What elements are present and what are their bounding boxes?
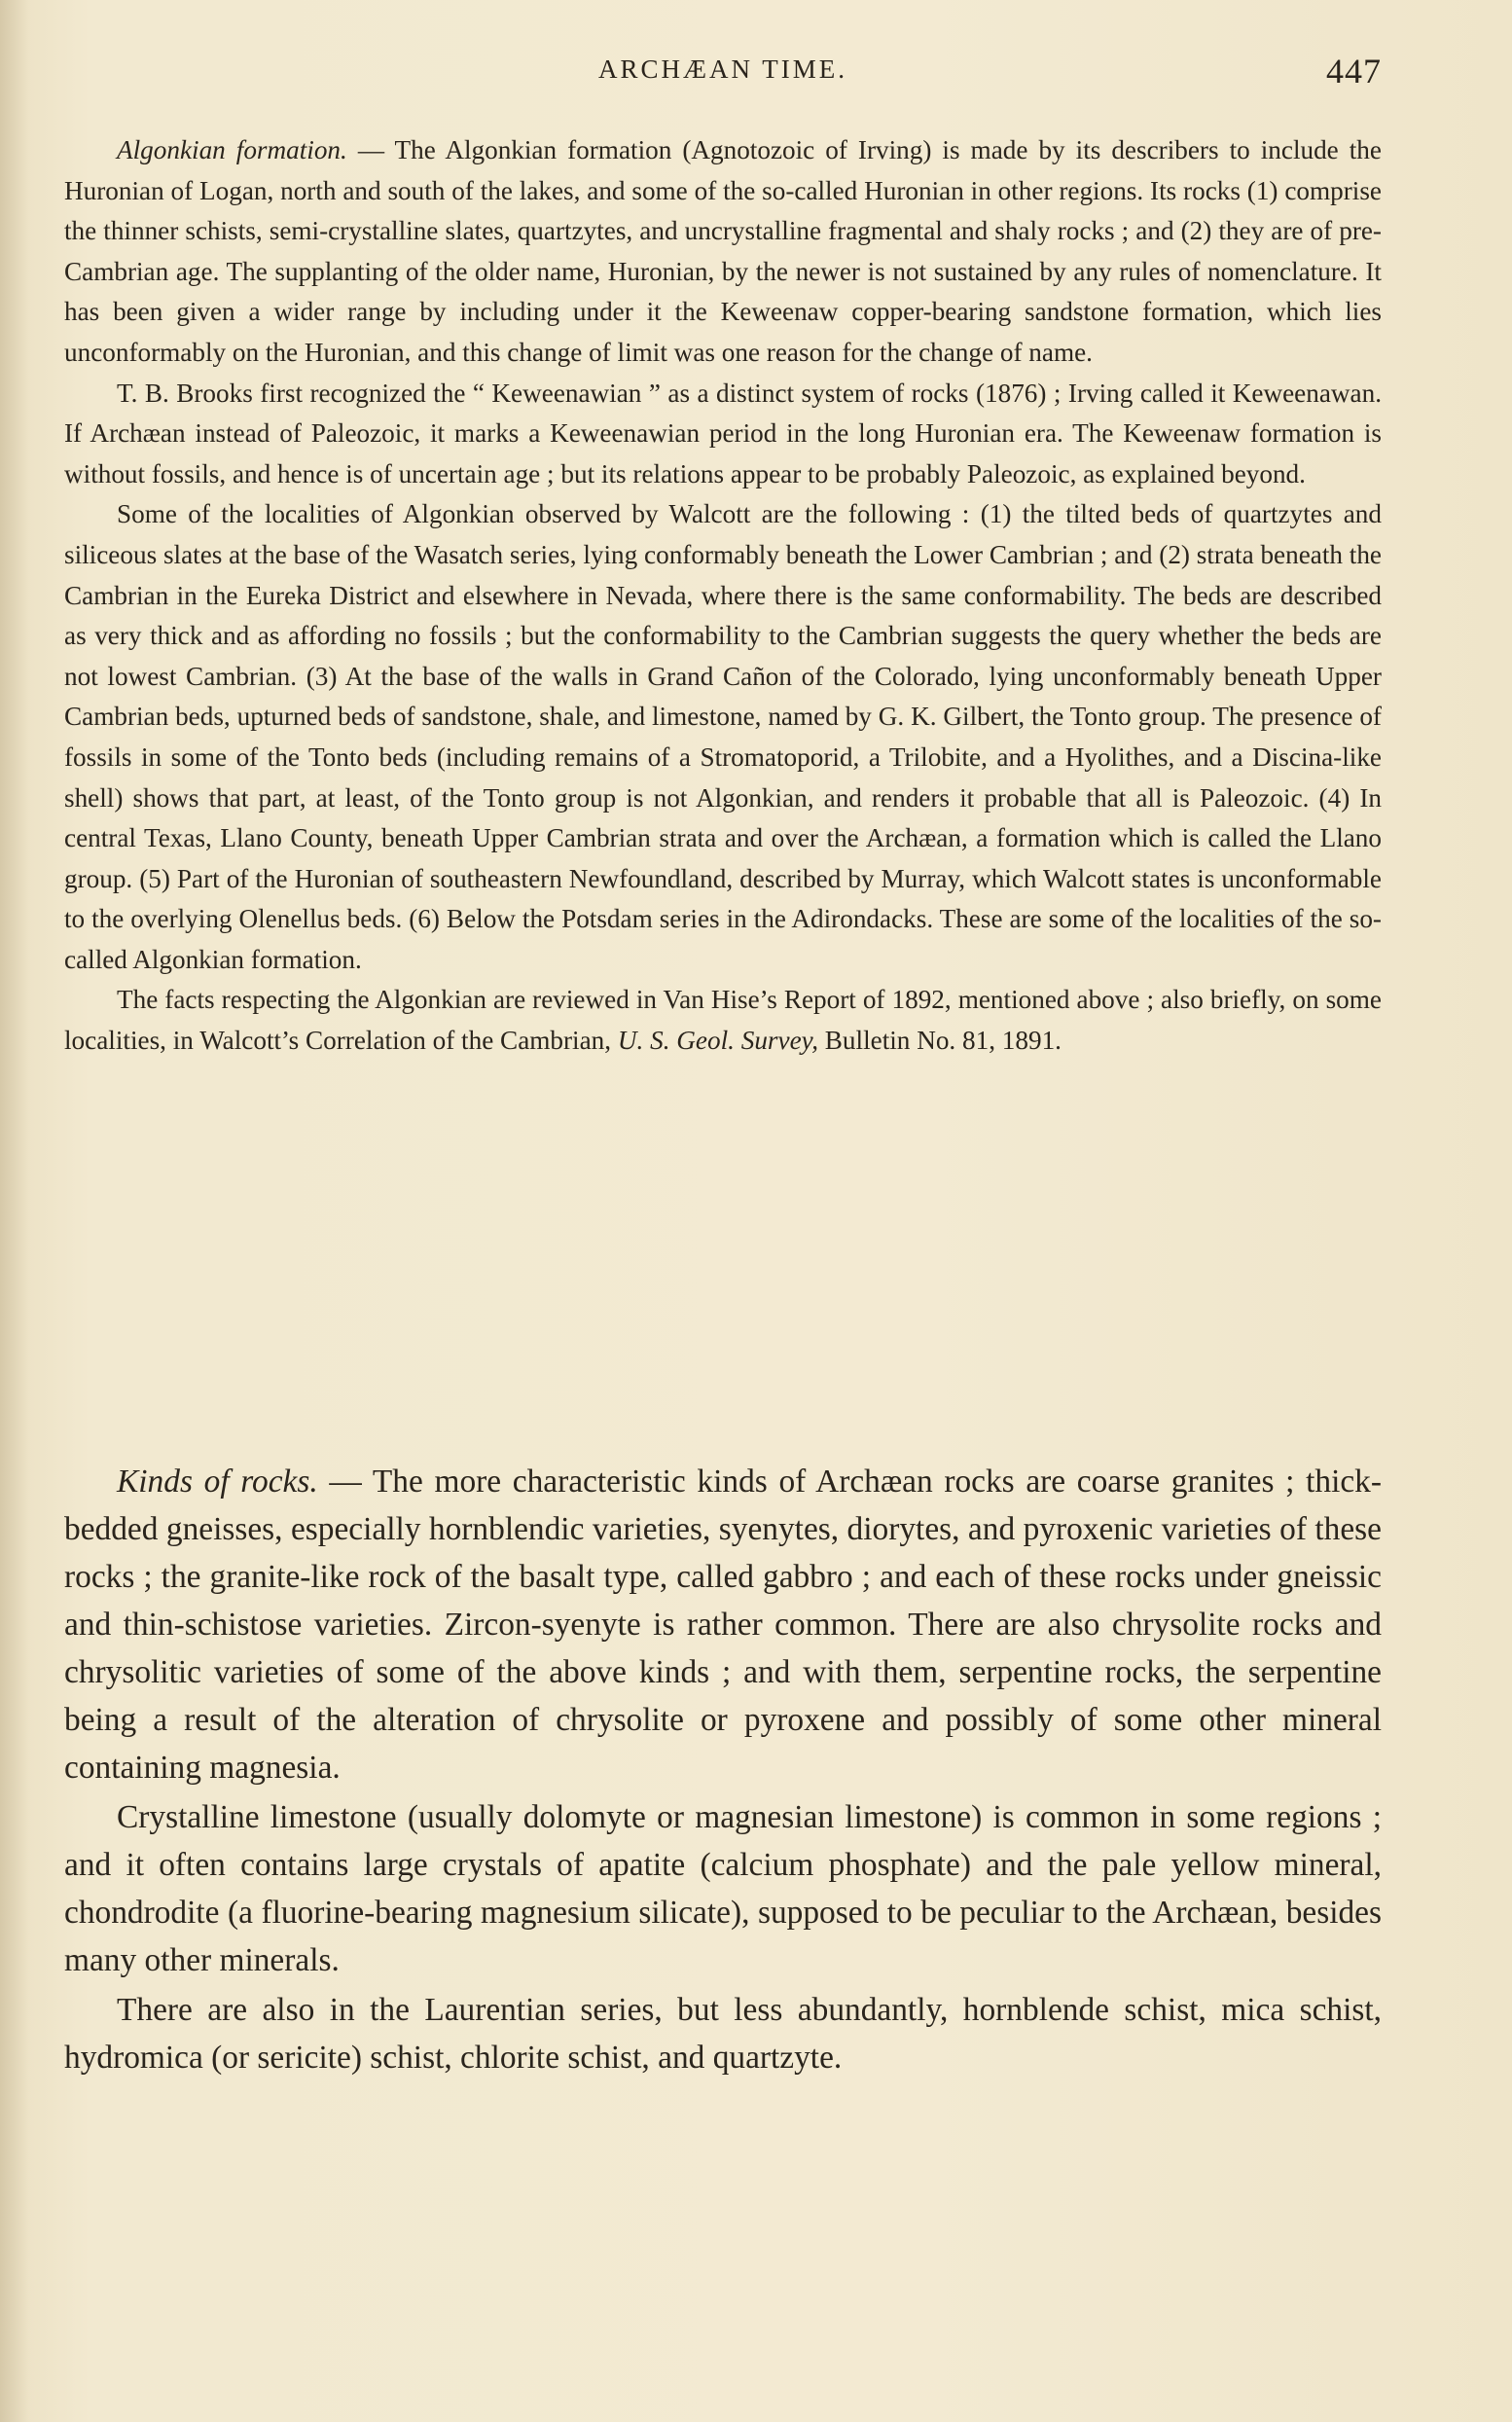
paragraph-text-end: Bulletin No. 81, 1891. — [818, 1026, 1062, 1056]
page-number: 447 — [1326, 52, 1382, 90]
paragraph-kinds-of-rocks — [64, 1458, 1382, 1791]
paragraph-text: The facts respecting the Algonkian are reviewed in Van Hise’s Report of 1892, mentioned above ; also briefly, on some localities, in Walcott’s Correlation of the Cambrian, — [64, 985, 1382, 1056]
paragraph-algonkian-formation — [64, 130, 1382, 374]
paragraph-text: Some of the localities of Algonkian observed by Walcott are the following : (1) the tilted beds of quartzytes and siliceous slates at the base of the Wasatch series, lying conformably beneath the Lower Cambrian ; and (2) strata beneath the Cambrian in the Eureka District and elsewhere in Nevada, where there is the same conformability. The beds are described as very thick and as affording no fossils ; but the conformability to the Cambrian suggests the query whether the beds are not lowest Cambrian. (3) At the base of the walls in Grand Cañon of the Colorado, lying unconformably beneath Upper Cambrian beds, upturned beds of sandstone, shale, and limestone, named by G. K. Gilbert, the Tonto group. The presence of fossils in some of the Tonto beds (including remains of a Stromatoporid, a Trilobite, and a Hyolithes, and a Discina-like shell) shows that part, at least, of the Tonto group is not Algonkian, and renders it probable that all is Paleozoic. (4) In central Texas, Llano County, beneath Upper Cambrian strata and over the Archæan, a formation which is called the Llano group. (5) Part of the Huronian of southeastern Newfoundland, described by Murray, which Walcott states is unconformable to the overlying Olenellus beds. (6) Below the Potsdam series in the Adirondacks. These are some of the localities of the so-called Algonkian formation. — [64, 499, 1382, 974]
running-head — [64, 51, 1382, 90]
paragraph-text: Crystalline limestone (usually dolomyte or magnesian limestone) is common in some regions ; and it often contains large crystals of apatite (calcium phosphate) and the pale yellow mineral, chondrodite (a fluorine-bearing magnesium silicate), supposed to be peculiar to the Archæan, besides many other minerals. — [64, 1799, 1382, 1978]
running-title: ARCHÆAN TIME. — [597, 54, 847, 84]
paragraph-localities — [64, 494, 1382, 980]
paragraph-crystalline-limestone — [64, 1793, 1382, 1984]
large-print-section — [64, 1458, 1382, 2081]
paragraph-keweenawian — [64, 374, 1382, 495]
paragraph-text: There are also in the Laurentian series, but less abundantly, hornblende schist, mica schist, hydromica (or sericite) schist, chlorite schist, and quartzyte. — [64, 1992, 1382, 2076]
gutter-shadow — [0, 0, 29, 2422]
paragraph-text: T. B. Brooks first recognized the “ Keweenawian ” as a distinct system of rocks (1876) ; Irving called it Keweenawan. If Archæan instead of Paleozoic, it marks a Keweenawian period in the long Huronian era. The Keweenaw formation is without fossils, and hence is of uncertain age ; but its relations appear to be probably Paleozoic, as explained beyond. — [64, 378, 1382, 488]
paragraph-text: — The Algonkian formation (Agnotozoic of Irving) is made by its describers to include the Huronian of Logan, north and south of the lakes, and some of the so-called Huronian in other regions. Its rocks (1) comprise the thinner schists, semi-crystalline slates, quartzytes, and uncrystalline fragmental and shaly rocks ; and (2) they are of pre-Cambrian age. The supplanting of the older name, Huronian, by the newer is not sustained by any rules of nomenclature. It has been given a wider range by including under it the Keweenaw copper-bearing sandstone formation, which lies unconformably on the Huronian, and this change of limit was one reason for the change of name. — [64, 135, 1382, 367]
paragraph-facts-reviewed — [64, 980, 1382, 1061]
run-in-heading: Algonkian formation. — [117, 135, 347, 164]
run-in-heading: Kinds of rocks. — [117, 1464, 318, 1500]
journal-title: U. S. Geol. Survey, — [617, 1026, 818, 1056]
paragraph-laurentian-series — [64, 1986, 1382, 2081]
small-print-section — [64, 130, 1382, 1062]
paragraph-text: — The more characteristic kinds of Archæan rocks are coarse granites ; thick-bedded gneisses, especially hornblendic varieties, syenytes, diorytes, and pyroxenic varieties of these rocks ; the granite-like rock of the basalt type, called gabbro ; and each of these rocks under gneissic and thin-schistose varieties. Zircon-syenyte is rather common. There are also chrysolite rocks and chrysolitic varieties of some of the above kinds ; and with them, serpentine rocks, the serpentine being a result of the alteration of chrysolite or pyroxene and possibly of some other mineral containing magnesia. — [64, 1464, 1382, 1786]
